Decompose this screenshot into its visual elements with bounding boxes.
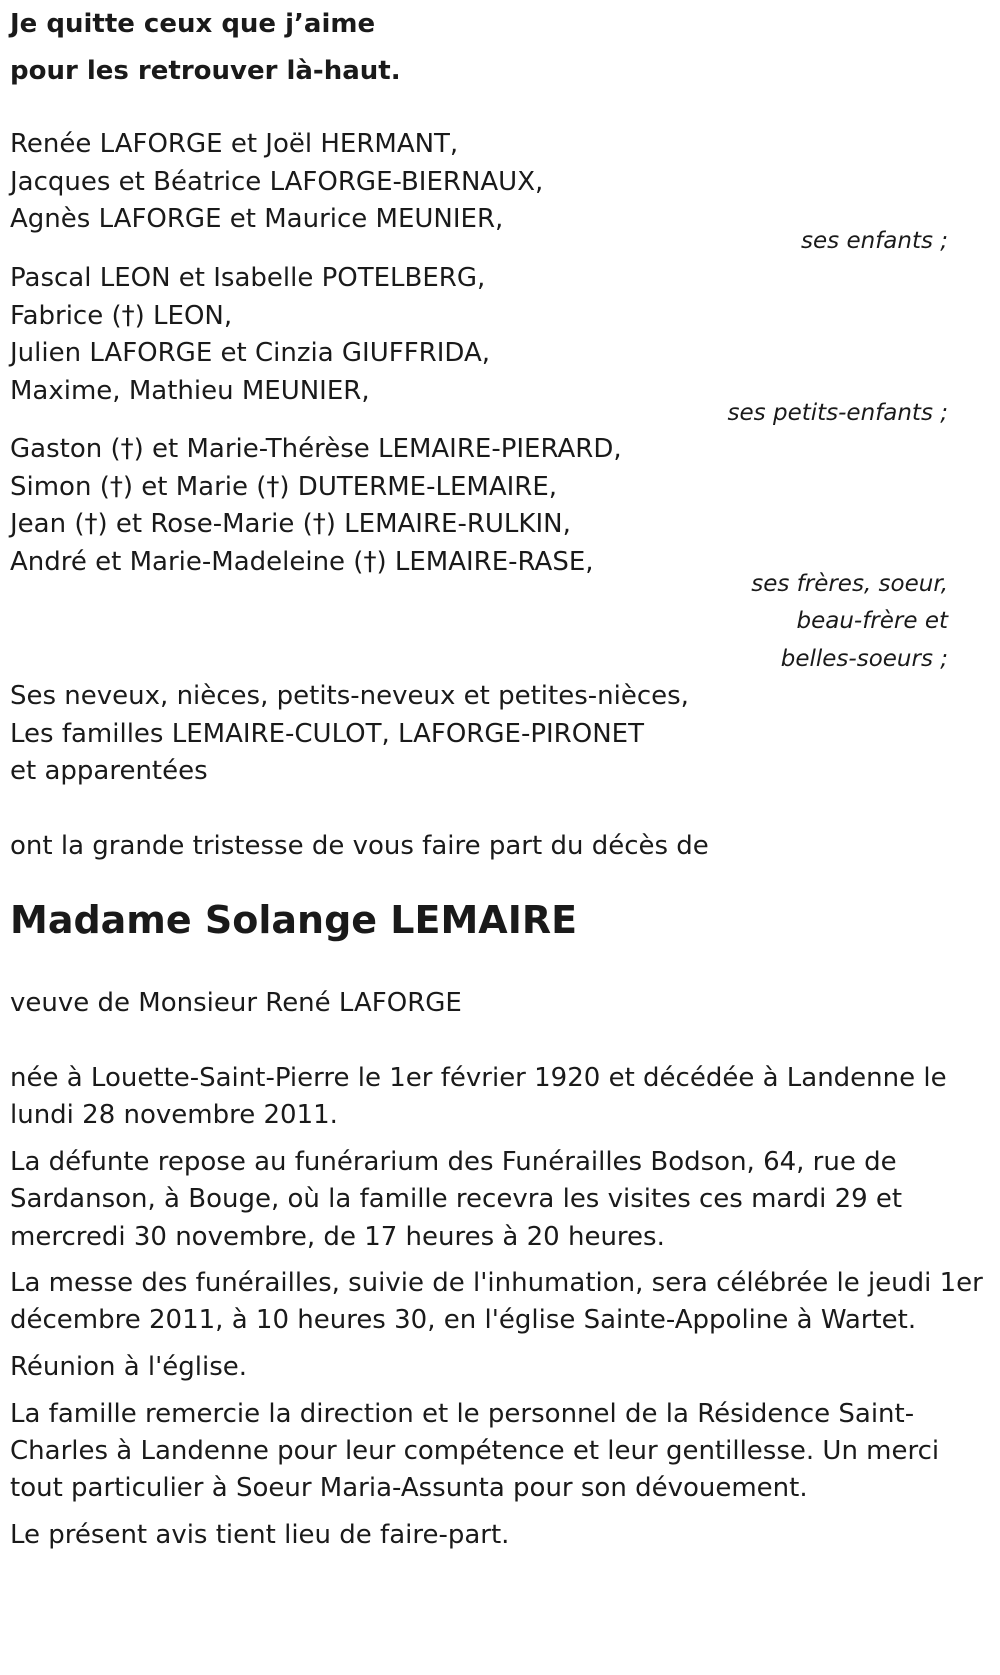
- grandchildren-name: Maxime, Mathieu MEUNIER,: [10, 376, 370, 406]
- sibling-name: André et Marie-Madeleine (†) LEMAIRE-RASE,: [10, 547, 594, 577]
- siblings-relation-line: beau-frère et: [796, 608, 948, 634]
- repose-paragraph-line: Sardanson, à Bouge, où la famille recevra les visites ces mardi 29 et: [10, 1184, 903, 1214]
- children-name: Agnès LAFORGE et Maurice MEUNIER,: [10, 204, 504, 234]
- notice-paragraph: Le présent avis tient lieu de faire-part.: [10, 1520, 510, 1550]
- birth-paragraph-line: lundi 28 novembre 2011.: [10, 1100, 338, 1130]
- grandchildren-name: Pascal LEON et Isabelle POTELBERG,: [10, 263, 486, 293]
- grandchildren-name: Julien LAFORGE et Cinzia GIUFFRIDA,: [10, 338, 491, 368]
- others-line: Les familles LEMAIRE-CULOT, LAFORGE-PIRONET: [10, 719, 644, 749]
- repose-paragraph-line: mercredi 30 novembre, de 17 heures à 20 heures.: [10, 1222, 665, 1252]
- mass-paragraph-line: décembre 2011, à 10 heures 30, en l'église Sainte-Appoline à Wartet.: [10, 1305, 917, 1335]
- quote-line-1: Je quitte ceux que j’aime: [10, 9, 376, 39]
- siblings-relation-line: belles-soeurs ;: [780, 646, 948, 672]
- grandchildren-name: Fabrice (†) LEON,: [10, 301, 233, 331]
- thanks-paragraph-line: tout particulier à Soeur Maria-Assunta pour son dévouement.: [10, 1473, 808, 1503]
- birth-paragraph-line: née à Louette-Saint-Pierre le 1er février 1920 et décédée à Landenne le: [10, 1063, 947, 1093]
- children-name: Renée LAFORGE et Joël HERMANT,: [10, 129, 459, 159]
- announcement: ont la grande tristesse de vous faire part du décès de: [10, 831, 709, 861]
- thanks-paragraph-line: La famille remercie la direction et le personnel de la Résidence Saint-: [10, 1399, 915, 1429]
- sibling-name: Simon (†) et Marie (†) DUTERME-LEMAIRE,: [10, 472, 558, 502]
- repose-paragraph-line: La défunte repose au funérarium des Funérailles Bodson, 64, rue de: [10, 1147, 897, 1177]
- grandchildren-relation: ses petits-enfants ;: [727, 400, 948, 426]
- children-name: Jacques et Béatrice LAFORGE-BIERNAUX,: [10, 167, 544, 197]
- deceased-name: Madame Solange LEMAIRE: [10, 898, 578, 942]
- others-line: et apparentées: [10, 756, 208, 786]
- siblings-relation-line: ses frères, soeur,: [751, 571, 948, 597]
- quote-line-2: pour les retrouver là-haut.: [10, 56, 401, 86]
- widow-of: veuve de Monsieur René LAFORGE: [10, 988, 462, 1018]
- sibling-name: Gaston (†) et Marie-Thérèse LEMAIRE-PIERARD,: [10, 434, 622, 464]
- reunion-paragraph: Réunion à l'église.: [10, 1352, 248, 1382]
- others-line: Ses neveux, nièces, petits-neveux et petites-nièces,: [10, 681, 689, 711]
- thanks-paragraph-line: Charles à Landenne pour leur compétence et leur gentillesse. Un merci: [10, 1436, 940, 1466]
- mass-paragraph-line: La messe des funérailles, suivie de l'inhumation, sera célébrée le jeudi 1er: [10, 1268, 983, 1298]
- children-relation: ses enfants ;: [801, 228, 948, 254]
- sibling-name: Jean (†) et Rose-Marie (†) LEMAIRE-RULKIN,: [10, 509, 571, 539]
